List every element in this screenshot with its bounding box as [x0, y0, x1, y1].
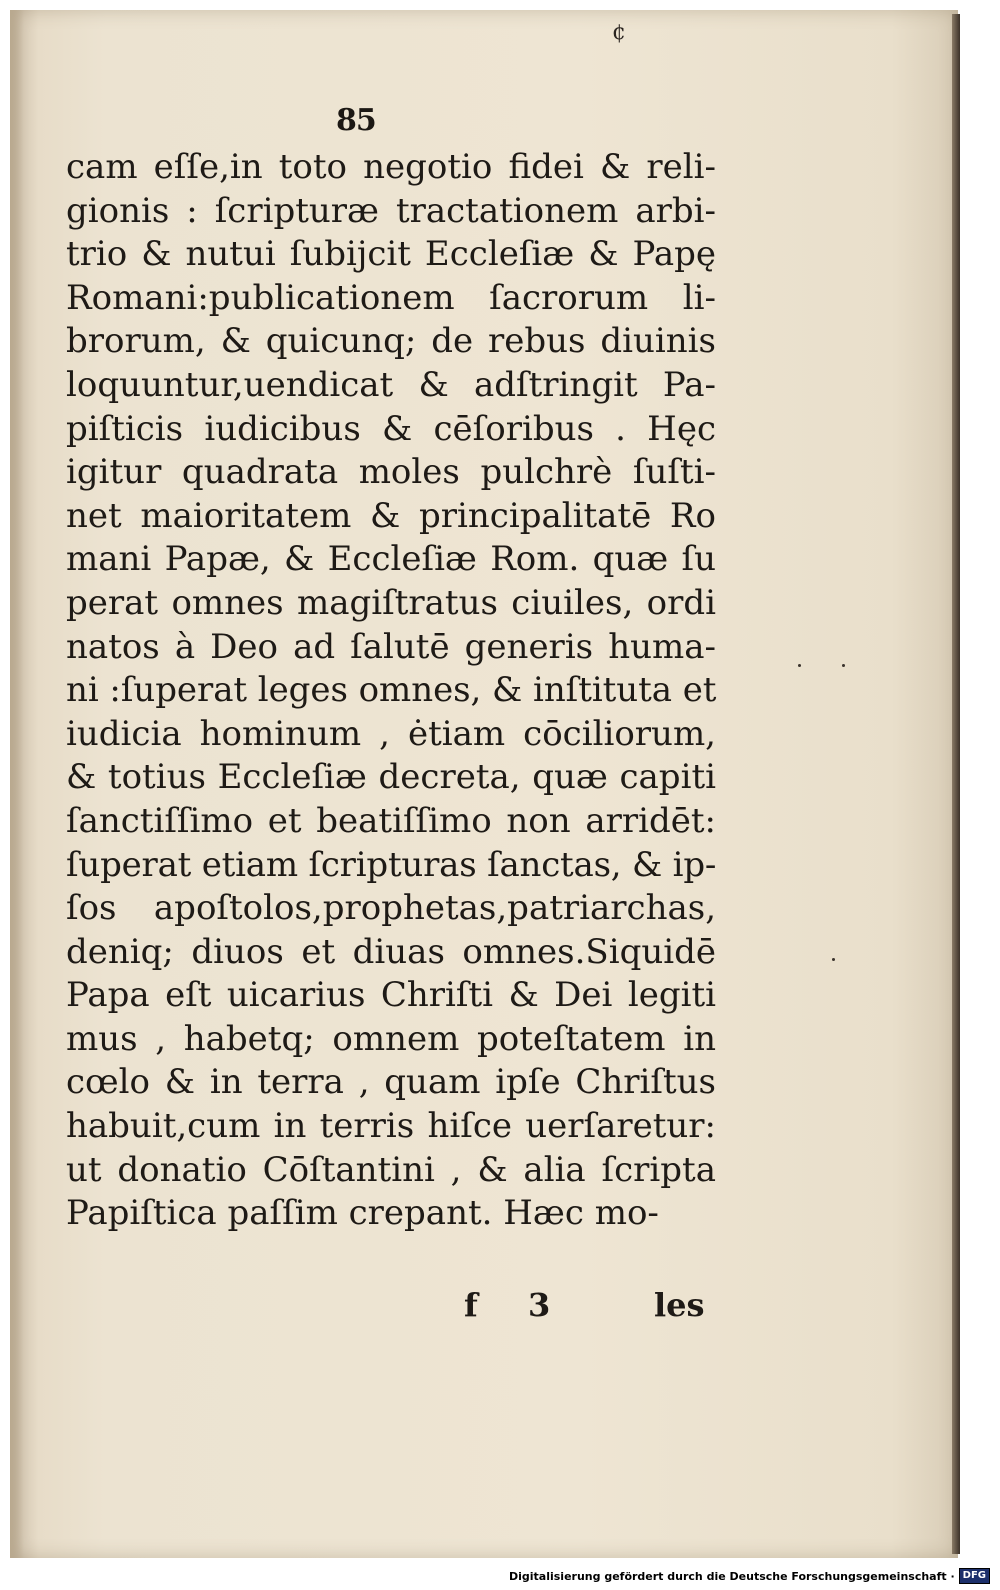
text-line: igitur quadrata moles pulchrè ſuſti-	[66, 452, 716, 493]
credit-text: Digitalisierung gefördert durch die Deutsche Forschungsgemeinschaft ·	[508, 1569, 955, 1583]
page-number: 85	[336, 103, 376, 138]
text-line: Romani:publicationem ſacrorum li-	[66, 277, 716, 318]
paper-speck	[798, 664, 801, 667]
top-mark: ¢	[612, 20, 626, 45]
digitization-credit	[509, 1566, 990, 1586]
text-line: & totius Eccleſiæ decreta, quæ capiti	[66, 757, 716, 798]
paper-speck	[832, 958, 835, 961]
page-edge	[952, 14, 960, 1554]
text-line: cam eſſe,in toto negotio fidei & reli-	[66, 147, 716, 187]
text-line: perat omnes magiſtratus ciuiles, ordi	[66, 582, 716, 623]
text-line: ſuperat etiam ſcripturas ſanctas, & ip-	[66, 844, 717, 885]
body-text	[66, 146, 716, 1236]
signature-letter: f	[464, 1286, 478, 1324]
text-line: ſanctiſſimo et beatiſſimo non arridēt:	[66, 800, 716, 841]
text-line: net maioritatem & principalitatē Ro	[66, 495, 716, 536]
text-line: Papa eſt uicarius Chriſti & Dei legiti	[66, 975, 716, 1016]
text-line: ut donatio Cōſtantini , & alia ſcripta	[66, 1149, 716, 1190]
paper-speck	[842, 664, 845, 667]
text-line: habuit,cum in terris hiſce uerſaretur:	[66, 1106, 716, 1147]
text-line: deniq; diuos et diuas omnes.Siquidē	[66, 931, 716, 972]
text-line: gionis : ſcripturæ tractationem arbi-	[66, 190, 716, 231]
text-line: mani Papæ, & Eccleſiæ Rom. quæ ſu	[66, 539, 716, 580]
text-line: piſticis iudicibus & cēſoribus . Hęc	[66, 408, 716, 449]
text-line: Papiſtica paſſim crepant. Hæc mo-	[66, 1193, 659, 1234]
text-line: trio & nutui ſubijcit Eccleſiæ & Papę	[66, 234, 716, 275]
page-gutter-shadow	[10, 10, 24, 1558]
signature-number: 3	[528, 1286, 551, 1324]
text-line: cœlo & in terra , quam ipſe Chriſtus	[66, 1062, 716, 1103]
text-line: brorum, & quicunq; de rebus diuinis	[66, 321, 716, 362]
catchword: les	[654, 1286, 705, 1324]
text-line: ſos apoſtolos,prophetas,patriarchas,	[66, 888, 716, 929]
text-line: mus , habetq; omnem poteſtatem in	[66, 1018, 716, 1059]
text-line: loquuntur,uendicat & adſtringit Pa-	[66, 364, 716, 405]
text-line: iudicia hominum , ėtiam cōciliorum,	[66, 713, 716, 754]
text-line: natos à Deo ad ſalutē generis huma-	[66, 626, 716, 667]
text-line: ni :ſuperat leges omnes, & inſtituta et	[66, 670, 717, 711]
dfg-logo: DFG	[959, 1568, 990, 1584]
